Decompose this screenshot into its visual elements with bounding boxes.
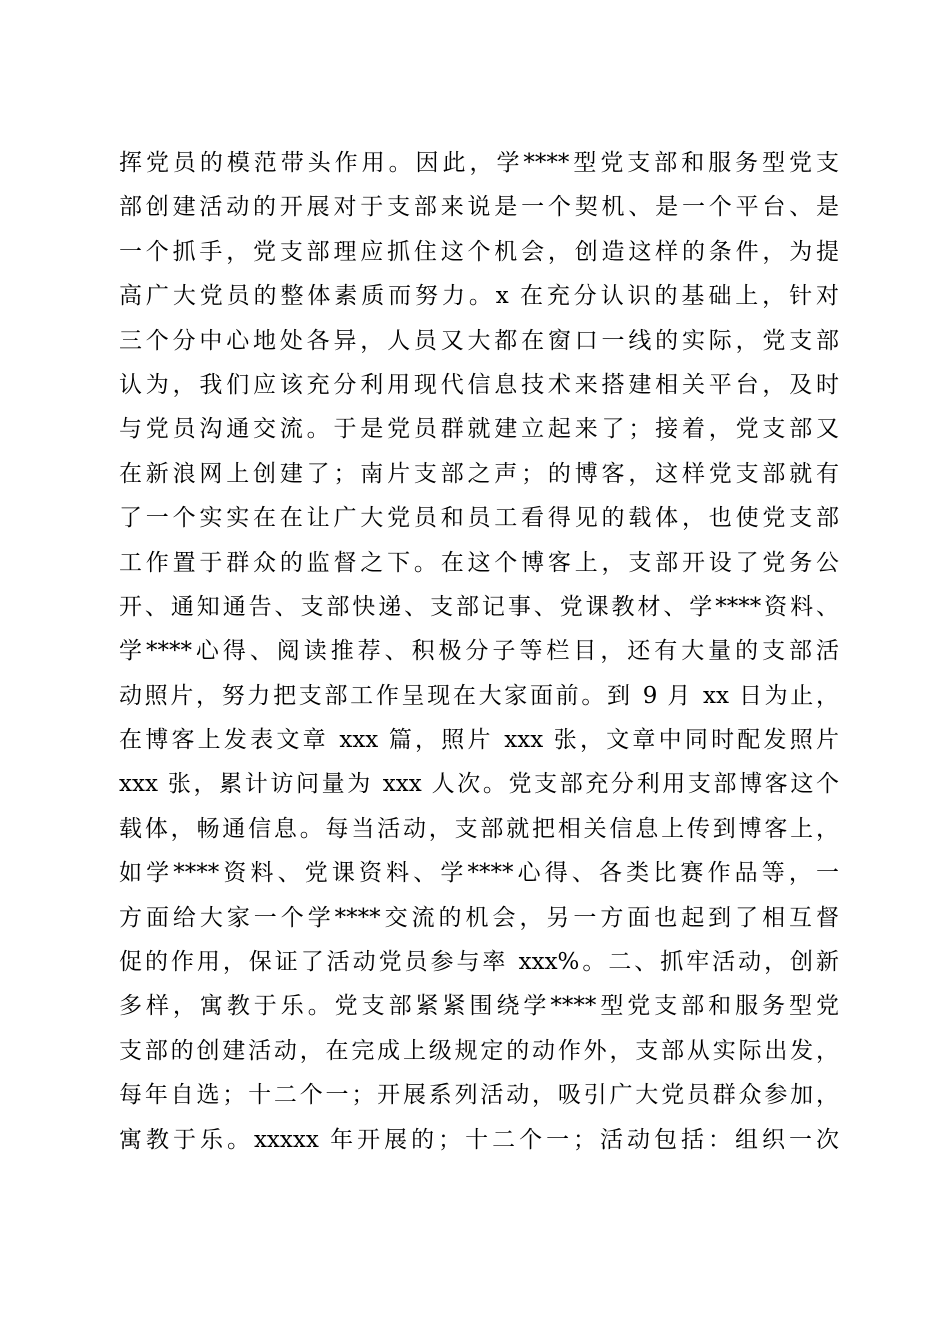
text-line: 载体，畅通信息。每当活动，支部就把相关信息上传到博客上， [119, 815, 839, 842]
text-line: 每年自选；十二个一；开展系列活动，吸引广大党员群众参加， [119, 1082, 839, 1109]
text-line: 多样，寓教于乐。党支部紧紧围绕学****型党支部和服务型党 [119, 993, 839, 1020]
text-line: 一个抓手，党支部理应抓住这个机会，创造这样的条件，为提 [119, 238, 839, 265]
text-line: 认为，我们应该充分利用现代信息技术来搭建相关平台，及时 [119, 371, 839, 398]
text-line: 开、通知通告、支部快递、支部记事、党课教材、学****资料、 [119, 593, 839, 620]
text-line: 动照片，努力把支部工作呈现在大家面前。到 9 月 xx 日为止， [119, 682, 839, 709]
text-line: 了一个实实在在让广大党员和员工看得见的载体，也使党支部 [119, 505, 839, 532]
text-line: 与党员沟通交流。于是党员群就建立起来了；接着，党支部又 [119, 416, 839, 443]
text-line: 如学****资料、党课资料、学****心得、各类比赛作品等，一 [119, 860, 839, 887]
text-line: 高广大党员的整体素质而努力。x 在充分认识的基础上，针对 [119, 283, 839, 310]
text-line: 工作置于群众的监督之下。在这个博客上，支部开设了党务公 [119, 549, 839, 576]
text-line: xxx 张，累计访问量为 xxx 人次。党支部充分利用支部博客这个 [119, 771, 839, 798]
text-line: 寓教于乐。xxxxx 年开展的；十二个一；活动包括：组织一次 [119, 1126, 839, 1153]
text-line: 方面给大家一个学****交流的机会，另一方面也起到了相互督 [119, 904, 839, 931]
text-line: 促的作用，保证了活动党员参与率 xxx%。二、抓牢活动，创新 [119, 949, 839, 976]
body-paragraph [119, 141, 839, 1162]
text-line: 支部的创建活动，在完成上级规定的动作外，支部从实际出发， [119, 1037, 839, 1064]
text-line: 在博客上发表文章 xxx 篇，照片 xxx 张，文章中同时配发照片 [119, 727, 839, 754]
text-line: 挥党员的模范带头作用。因此，学****型党支部和服务型党支 [119, 150, 839, 176]
text-line: 三个分中心地处各异，人员又大都在窗口一线的实际，党支部 [119, 327, 839, 354]
text-line: 在新浪网上创建了；南片支部之声；的博客，这样党支部就有 [119, 460, 839, 487]
text-line: 学****心得、阅读推荐、积极分子等栏目，还有大量的支部活 [119, 638, 839, 665]
text-line: 部创建活动的开展对于支部来说是一个契机、是一个平台、是 [119, 194, 839, 221]
